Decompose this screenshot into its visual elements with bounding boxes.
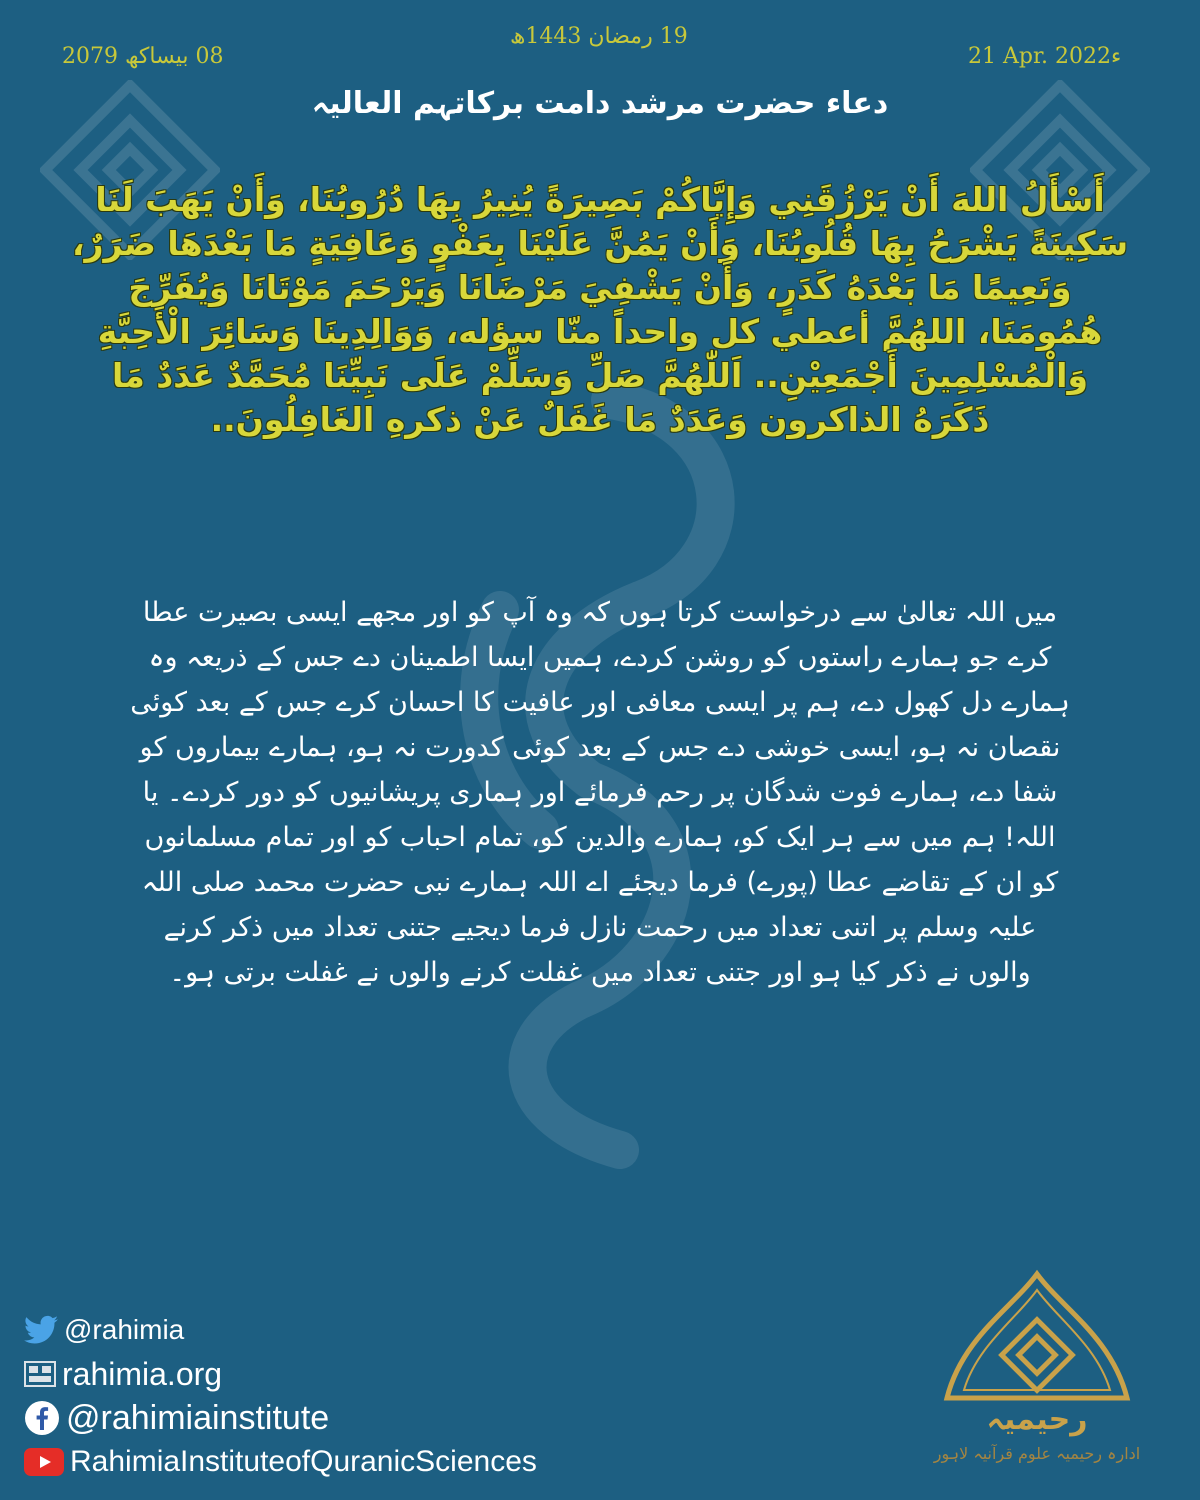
twitter-link[interactable]	[24, 1308, 537, 1352]
website-link[interactable]	[24, 1352, 537, 1396]
social-links	[24, 1308, 537, 1484]
bikrami-date: 08 بیساکھ 2079	[62, 44, 224, 69]
website-url: rahimia.org	[62, 1355, 223, 1392]
youtube-link[interactable]	[24, 1440, 537, 1484]
arabic-dua-text: أَسْأَلُ اللهَ أَنْ يَرْزُقَنِي وَإِيَّاكُمْ بَصِيرَةً يُنِيرُ بِهَا دُرُوبُنَا، وَأَنْ يَهَبَ لَنَا سَكِينَةً يَشْرَحُ بِهَا قُلُوبُنَا، وَأَنْ يَمُنَّ عَلَيْنَا بِعَفْوٍ وَعَافِيَةٍ مَا بَعْدَهَا ضَرَرٌ، وَنَعِيمًا مَا بَعْدَهُ كَدَرٍ، وَأَنْ يَشْفِيَ مَرْضَانَا وَيَرْحَمَ مَوْتَانَا وَيُفَرِّجَ هُمُومَنَا، اللهُمَّ أعطي كل واحداً منّا سؤله، وَوَالِدِينَا وَسَائِرَ الْأَحِبَّةِ وَالْمُسْلِمِينَ أَجْمَعِيْنِ.. اَللّٰهُمَّ صَلِّ وَسَلِّمْ عَلَى نَبِيِّنَا مُحَمَّدٌ عَدَدٌ مَا ذَكَرَهُ الذاكرون وَعَدَدٌ مَا غَفَلٌ عَنْ ذكرهِ الغَافِلُونَ..	[71, 180, 1129, 439]
facebook-handle: @rahimiainstitute	[66, 1398, 330, 1437]
logo-name: رحیمیہ	[986, 1402, 1088, 1437]
facebook-icon	[24, 1400, 60, 1436]
page-title: دعاء حضرت مرشد دامت برکاتہم العالیہ	[311, 86, 889, 121]
web-icon	[24, 1361, 56, 1387]
gregorian-date: 21 Apr. 2022ء	[968, 44, 1122, 69]
urdu-translation-text: میں اللہ تعالیٰ سے درخواست کرتا ہوں کہ وہ آپ کو اور مجھے ایسی بصیرت عطا کرے جو ہمارے راستوں کو روشن کردے، ہمیں ایسا اطمینان دے جس کے ذریعہ وہ ہمارے دل کھول دے، ہم پر ایسی معافی اور عافیت کا احسان کرے جس کے بعد کوئی نقصان نہ ہو، ایسی خوشی دے جس کے بعد کوئی کدورت نہ ہو، ہمارے بیماروں کو شفا دے، ہمارے فوت شدگان پر رحم فرمائے اور ہماری پریشانیوں کو دور کردے۔ یا اللہ! ہم میں سے ہر ایک کو، ہمارے والدین کو، تمام احباب کو اور تمام مسلمانوں کو ان کے تقاضے عطا (پورے) فرما دیجئے اے اللہ ہمارے نبی حضرت محمد صلی اللہ علیہ وسلم پر اتنی تعداد میں رحمت نازل فرما دیجیے جتنی تعداد میں ذکر کرنے والوں نے ذکر کیا ہو اور جتنی تعداد میں غفلت کرنے والوں نے غفلت برتی ہو۔	[130, 597, 1070, 988]
hijri-date: 19 رمضان 1443ھ	[510, 24, 688, 49]
facebook-link[interactable]	[24, 1396, 537, 1440]
youtube-channel: RahimiaInstituteofQuranicSciences	[70, 1445, 537, 1478]
youtube-icon	[24, 1448, 64, 1476]
twitter-handle: @rahimia	[64, 1314, 185, 1345]
logo-subtitle: ادارہ رحیمیہ علوم قرآنیہ لاہور	[933, 1444, 1141, 1463]
twitter-icon	[24, 1315, 58, 1345]
